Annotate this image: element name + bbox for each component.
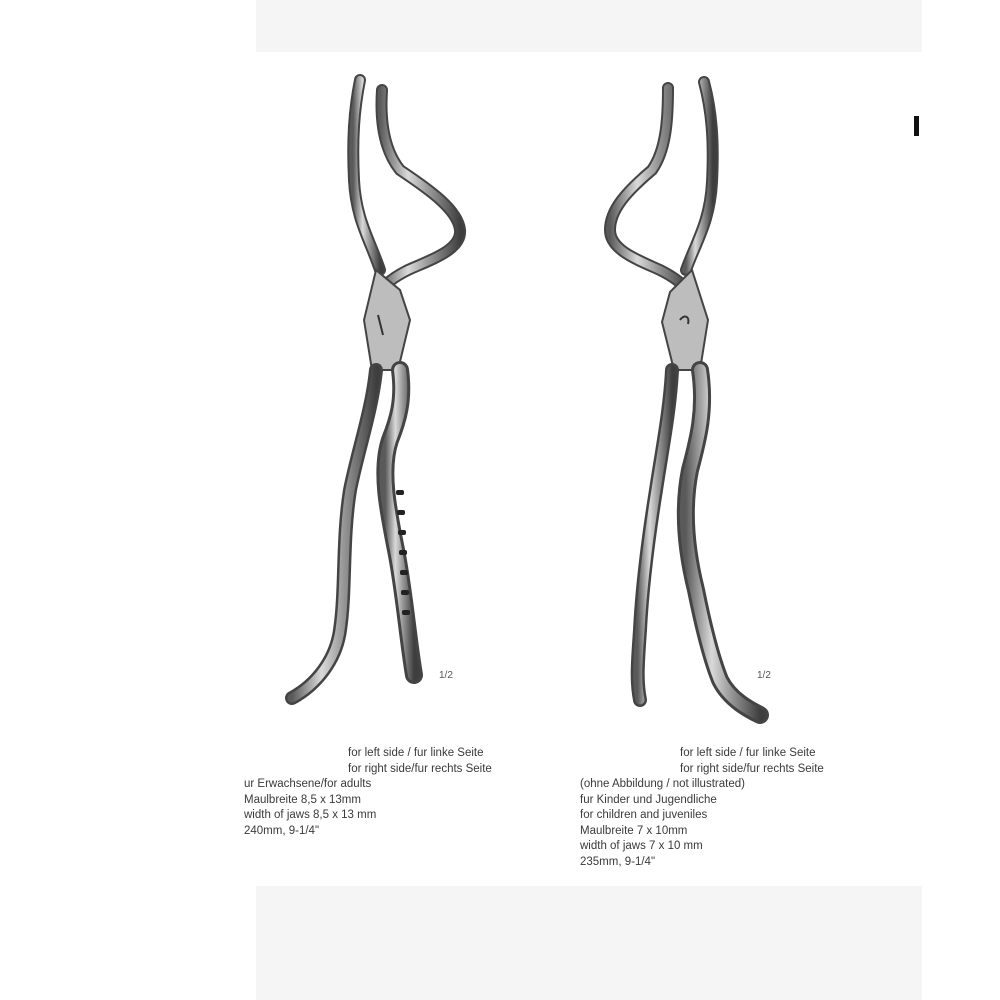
bottom-margin-band bbox=[256, 886, 922, 1000]
left-forceps-drawing bbox=[280, 70, 470, 720]
right-spec-block bbox=[580, 777, 745, 870]
top-margin-band bbox=[256, 0, 922, 52]
right-spec-length: 235mm, 9-1/4" bbox=[580, 855, 656, 868]
right-spec-jaw-width-de: Maulbreite 7 x 10mm bbox=[580, 824, 688, 837]
left-forceps-illustration bbox=[280, 70, 470, 720]
right-side-option-right: for right side/fur rechts Seite bbox=[680, 762, 824, 775]
page-edge-mark bbox=[914, 116, 919, 136]
left-side-options bbox=[348, 746, 492, 777]
left-side-option-left: for left side / fur linke Seite bbox=[348, 747, 484, 759]
right-forceps-illustration bbox=[600, 70, 790, 720]
right-forceps-drawing bbox=[600, 70, 790, 720]
right-scale-label: 1/2 bbox=[757, 670, 771, 681]
right-side-option-left: for left side / fur linke Seite bbox=[680, 747, 816, 759]
right-spec-audience-en: for children and juveniles bbox=[580, 809, 708, 821]
left-scale-label: 1/2 bbox=[439, 670, 453, 681]
left-side-option-right: for right side/fur rechts Seite bbox=[348, 762, 492, 775]
left-spec-audience: ur Erwachsene/for adults bbox=[244, 778, 372, 790]
right-spec-audience-de: fur Kinder und Jugendliche bbox=[580, 793, 717, 806]
right-side-options bbox=[680, 746, 824, 777]
left-spec-jaw-width-de: Maulbreite 8,5 x 13mm bbox=[244, 793, 361, 806]
right-spec-jaw-width-en: width of jaws 7 x 10 mm bbox=[580, 840, 703, 852]
left-spec-jaw-width-en: width of jaws 8,5 x 13 mm bbox=[244, 809, 377, 821]
left-spec-block bbox=[244, 777, 586, 867]
left-spec-length: 240mm, 9-1/4" bbox=[244, 824, 320, 837]
right-spec-not-illustrated: (ohne Abbildung / not illustrated) bbox=[580, 778, 745, 790]
